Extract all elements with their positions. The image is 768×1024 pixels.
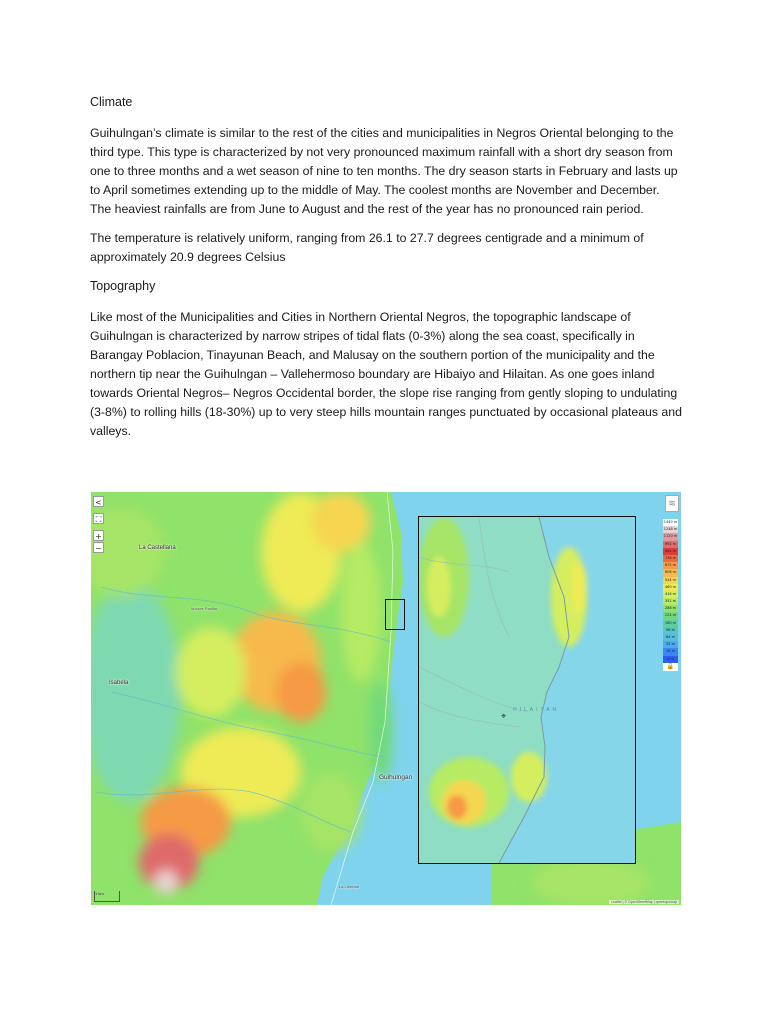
legend-swatch: 864 m [663,548,678,555]
fullscreen-button[interactable]: ⛶ [93,513,104,524]
document-body [90,93,682,452]
map-label-moises-padilla: Moises Padilla [191,606,217,611]
share-button[interactable]: < [93,496,104,507]
map-label-la-libertad: La Libertad [339,884,360,889]
legend-swatch: 1440 m [663,519,678,526]
lock-icon[interactable]: 🔒 [663,663,678,671]
selection-rectangle [385,599,405,630]
legend-swatch: 96 m [663,627,678,634]
legend-swatch: 160 m [663,620,678,627]
legend-swatch: 672 m [663,562,678,569]
location-marker-icon: ⌖ [501,711,507,721]
topography-paragraph: Like most of the Municipalities and Cities in Northern Oriental Negros, the topographic landscape of Guihulngan is characterized by narrow stripes of tidal flats (0-3%) along the sea coast, specifically in Barangay Poblacion, Tinayunan Beach, and Malusay on the southern portion of the municipality and the northern tip near the Guihulngan – Vallehermoso boundary are Hibaiyo and Hilaitan. As one goes inland towards Oriental Negros– Negros Occidental border, the slope rise ranging from gently sloping to undulating (3-8%) to rolling hills (18-30%) up to very steep hills mountain ranges punctuated by occasional plateaus and valleys. [90,310,682,438]
legend-swatch: 992 m [663,541,678,548]
elevation-legend [663,519,678,671]
layers-icon[interactable]: ≋ [665,495,679,512]
legend-swatch: 352 m [663,598,678,605]
legend-swatch: 608 m [663,569,678,576]
legend-swatch: 1120 m [663,533,678,540]
zoomed-inset [418,516,636,864]
legend-swatch: 1248 m [663,526,678,533]
zoom-in-button[interactable]: + [93,530,104,541]
topography-heading: Topography [90,279,156,293]
legend-swatch: 288 m [663,605,678,612]
map-scale: 1 km [94,891,120,902]
topographic-map[interactable] [91,492,681,905]
temperature-paragraph: The temperature is relatively uniform, ranging from 26.1 to 27.7 degrees centigrade and a minimum of approximately 20.9 degrees Celsius [90,231,644,264]
map-label-hilaitan: HILAITAN [513,707,560,713]
legend-swatch: 736 m [663,555,678,562]
climate-paragraph: Guihulngan’s climate is similar to the rest of the cities and municipalities in Negros Oriental belonging to the third type. This type is characterized by not very pronounced maximum rainfall with a short dry season from one to three months and a wet season of nine to ten months. The dry season starts in February and lasts up to April sometimes extending up to the middle of May. The coolest months are November and December. The heaviest rainfalls are from June to August and the rest of the year has no pronounced rain period. [90,126,678,216]
legend-swatch: 32 m [663,641,678,648]
map-label-guihulngan: Guihulngan [379,774,413,781]
legend-swatch: 224 m [663,612,678,619]
legend-swatch: 16 m [663,648,678,655]
map-attribution[interactable]: Leaflet | © OpenStreetMap | opentopomap [611,900,677,904]
zoom-out-button[interactable]: − [93,542,104,553]
legend-swatch: 480 m [663,584,678,591]
legend-swatch: 416 m [663,591,678,598]
legend-swatch: 0 m [663,656,678,663]
inset-terrain [419,517,635,863]
map-label-isabela: Isabela [109,680,129,686]
legend-swatch: 544 m [663,577,678,584]
climate-heading: Climate [90,95,133,109]
legend-swatch: 64 m [663,634,678,641]
map-label-la-castellana: La Castellana [139,545,176,551]
